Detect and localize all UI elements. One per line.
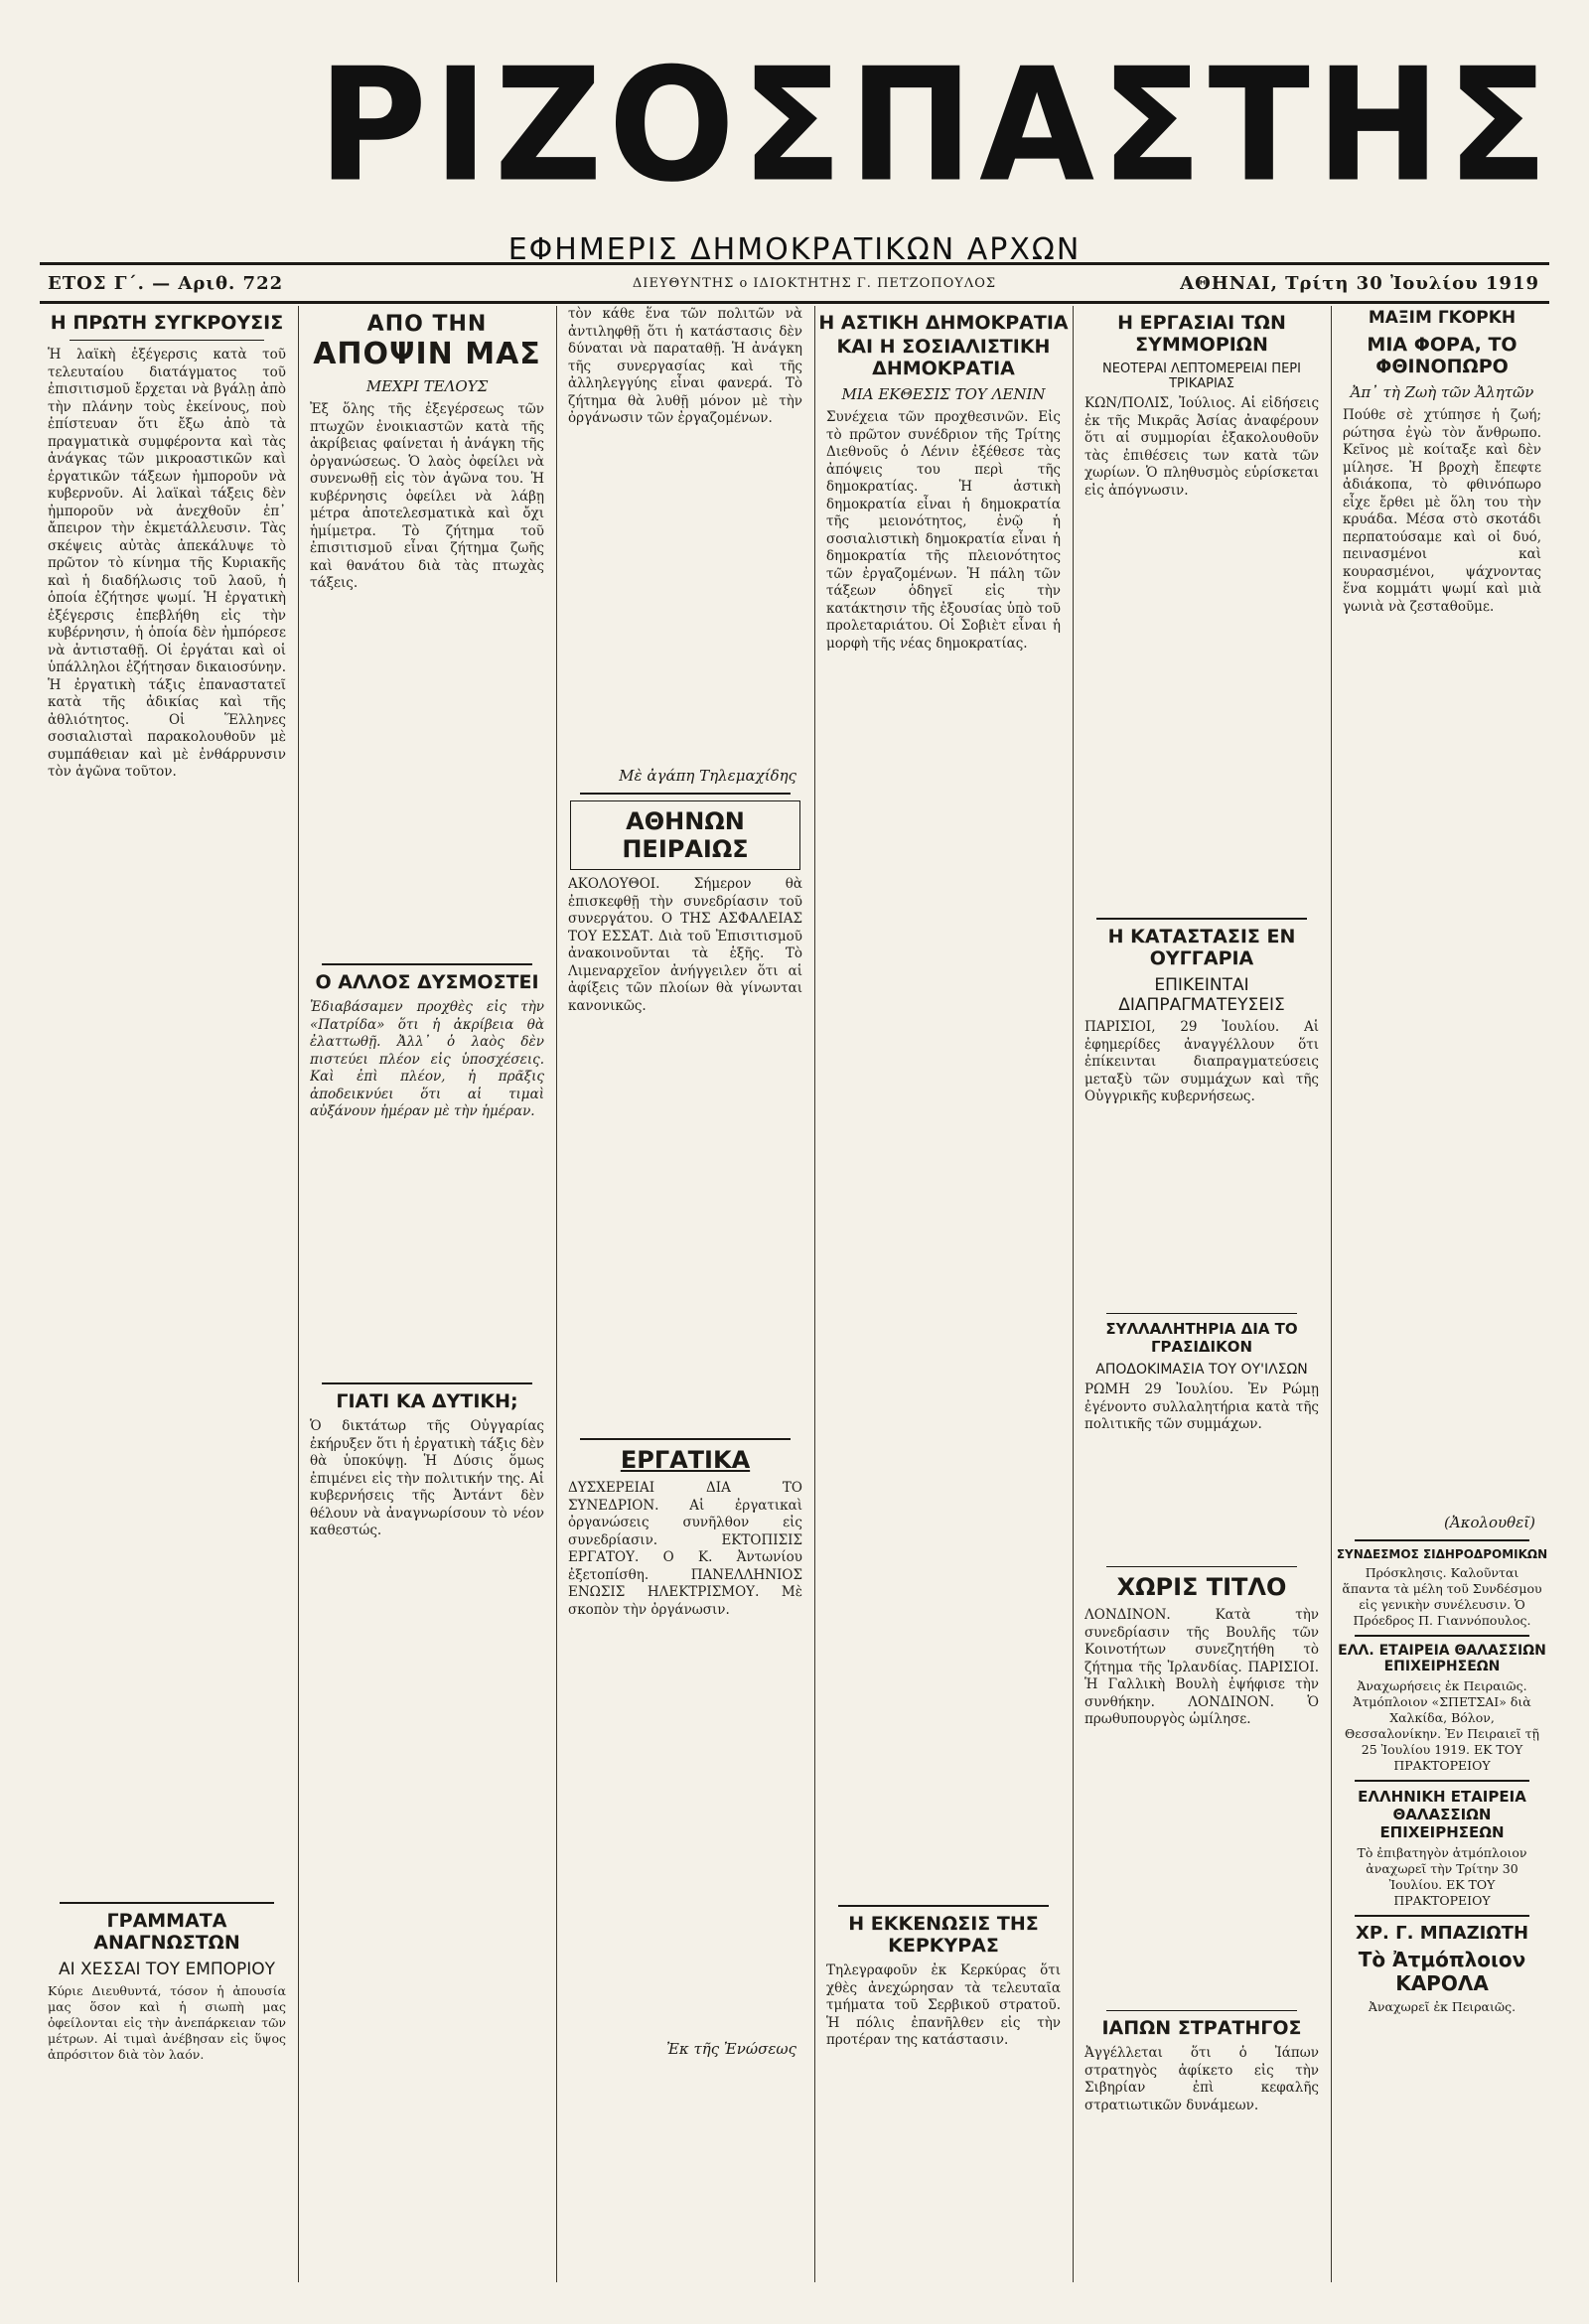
divider — [580, 1438, 791, 1440]
section-headline: ΓΡΑΜΜΑΤΑ ΑΝΑΓΝΩΣΤΩΝ — [93, 1910, 240, 1954]
section-body: Τηλεγραφοῦν ἐκ Κερκύρας ὅτι χθὲς ἀνεχώρησαν τὰ τελευταῖα τμήματα τοῦ Σερβικοῦ στρατοῦ. Ἡ πόλις ἐπανῆλθεν εἰς τὴν προτέραν της κατάστασιν. — [826, 1962, 1061, 2048]
divider — [60, 1902, 274, 1904]
article-body: ΚΩΝ/ΠΟΛΙΣ, Ἰούλιος. Αἱ εἰδήσεις ἐκ τῆς Μικρᾶς Ἀσίας ἀναφέρουν ὅτι αἱ συμμορίαι ἐξακολουθοῦν τὰς ἐπιθέσεις των κατὰ τῶν χωρίων. Ὁ πληθυσμὸς εὑρίσκεται εἰς ἀπόγνωσιν. — [1084, 395, 1319, 499]
section-subheadline: ΑΠΟΔΟΚΙΜΑΣΙΑ ΤΟΥ ΟΥ'ΙΛΣΩΝ — [1095, 1362, 1308, 1378]
masthead — [0, 24, 1589, 267]
section-headline: ΑΘΗΝΩΝ ΠΕΙΡΑΙΩΣ — [622, 807, 749, 863]
column-4 — [818, 306, 1069, 2282]
section-headline: Η ΕΚΚΕΝΩΣΙΣ ΤΗΣ ΚΕΡΚΥΡΑΣ — [848, 1913, 1039, 1957]
divider — [1106, 1313, 1297, 1314]
article-headline: Η ΕΡΓΑΣΙΑΙ ΤΩΝ ΣΥΜΜΟΡΙΩΝ — [1117, 312, 1286, 356]
article-body: τὸν κάθε ἕνα τῶν πολιτῶν νὰ ἀντιληφθῇ ὅτι ἡ κατάστασις δὲν δύναται νὰ παραταθῇ. Ἡ ἀνάγκη τῆς συνεργασίας καὶ τῆς ἀλληλεγγύης εἶναι φανερά. Τὸ ζήτημα θὰ λυθῇ μόνον μὲ τὴν ὀργάνωσιν τῶν ἐργαζομένων. — [568, 306, 802, 426]
article-headline: Η ΑΣΤΙΚΗ ΔΗΜΟΚΡΑΤΙΑ — [818, 312, 1069, 334]
divider — [1106, 2010, 1297, 2011]
section-subheadline: ΑΙ ΧΕΣΣΑΙ ΤΟΥ ΕΜΠΟΡΙΟΥ — [58, 1960, 276, 1979]
section-body: Ὁ δικτάτωρ τῆς Οὐγγαρίας ἐκήρυξεν ὅτι ἡ ἐργατικὴ τάξις δὲν θὰ ὑποκύψῃ. Ἡ Δύσις ὅμως ἐπιμένει εἰς τὴν πολιτικήν της. Αἱ κυβερνήσεις τῆς Ἀντάντ δὲν θέλουν νὰ ἀναγνωρίσουν τὸ νέον καθεστώς. — [310, 1418, 544, 1538]
year-issue: ΕΤΟΣ Γ΄. — Αριθ. 722 — [48, 272, 284, 294]
column-3 — [560, 306, 810, 2282]
column-rule — [1073, 306, 1074, 2282]
divider — [1355, 1780, 1529, 1782]
feuilleton-author: ΜΑΞΙΜ ΓΚΟΡΚΗ — [1368, 308, 1517, 328]
article-signature: Μὲ ἀγάπη Τηλεμαχίδης — [619, 767, 796, 785]
advert-title: ΕΛΛΗΝΙΚΗ ΕΤΑΙΡΕΙΑ ΘΑΛΑΣΣΙΩΝ ΕΠΙΧΕΙΡΗΣΕΩΝ — [1358, 1788, 1526, 1841]
director-line: ΔΙΕΥΘΥΝΤΗΣ ο ΙΔΙΟΚΤΗΤΗΣ Γ. ΠΕΤΖΟΠΟΥΛΟΣ — [632, 275, 997, 291]
feuilleton-continued: (Ἀκολουθεῖ) — [1443, 1514, 1535, 1531]
divider — [1106, 1566, 1297, 1567]
advert-title: ΕΛΛ. ΕΤΑΙΡΕΙΑ ΘΑΛΑΣΣΙΩΝ ΕΠΙΧΕΙΡΗΣΕΩΝ — [1338, 1643, 1546, 1674]
advert-title: ΧΡ. Γ. ΜΠΑΖΙΩΤΗ — [1355, 1923, 1529, 1944]
article-body: Ἡ λαϊκὴ ἐξέγερσις κατὰ τοῦ τελευταίου διατάγματος τοῦ ἐπισιτισμοῦ ἔρχεται νὰ βγάλῃ ἀπὸ τὴν πλάνην τοὺς ἐκείνους, ποὺ ἐπίστευαν ὅτι ἔξω ἀπὸ τὰ πραγματικὰ συμφέροντα καὶ τὰς ἀνάγκας τῶν μικροαστικῶν καὶ ἐργατικῶν τάξεων ἠμποροῦν νὰ κυβερνοῦν. Αἱ λαϊκαὶ τάξεις δὲν ἠμποροῦν νὰ ἀνεχθοῦν ἐπ᾽ ἄπειρον τὴν ἐκμετάλλευσιν. Τὰς σκέψεις αὐτὰς ἀπεκάλυψε τὸ πρῶτον τὸ κίνημα τῆς Κυριακῆς καὶ ἡ διαδήλωσις τοῦ λαοῦ, ἡ ὁποία ἐζήτησε ψωμί. Ἡ ἐργατικὴ ἐξέγερσις ἐπεβλήθη εἰς τὴν κυβέρνησιν, ἡ ὁποία δὲν ἠμπόρεσε νὰ ἀντισταθῇ. Οἱ ἐργάται καὶ οἱ ὑπάλληλοι ἐζήτησαν δικαιοσύνην. Ἡ ἐργατικὴ τάξις ἐπαναστατεῖ κατὰ τῆς ἀδικίας καὶ τῆς ἀθλιότητος. Οἱ Ἕλληνες σοσιαλισταὶ παρακολουθοῦν μὲ συμπάθειαν καὶ μὲ ἐνθάρρυνσιν τὸν ἀγῶνα τοῦτον. — [48, 347, 286, 780]
masthead-title: ΡΙΖΟΣΠΑΣΤΗΣ — [318, 35, 1554, 218]
column-rule — [298, 306, 299, 2282]
section-box — [570, 800, 800, 870]
section-headline: ΓΙΑΤΙ ΚΑ ΔΥΤΙΚΗ; — [336, 1390, 518, 1412]
feuilleton-subheadline: Ἀπ᾽ τὴ Ζωὴ τῶν Ἀλητῶν — [1350, 383, 1534, 401]
section-signature: Ἐκ τῆς Ἐνώσεως — [666, 2040, 796, 2058]
article-headline-top: ΑΠΟ ΤΗΝ — [366, 312, 488, 337]
masthead-subtitle: ΕΦΗΜΕΡΙΣ ΔΗΜΟΚΡΑΤΙΚΩΝ ΑΡΧΩΝ — [507, 232, 1082, 267]
section-body: ΑΚΟΛΟΥΘΟΙ. Σήμερον θὰ ἐπισκεφθῇ τὴν συνεδρίασιν τοῦ συνεργάτου. Ο ΤΗΣ ΑΣΦΑΛΕΙΑΣ ΤΟΥ ΕΣΣΑΤ. Διὰ τοῦ Ἐπισιτισμοῦ ἀνακοινοῦνται τὰ ἑξῆς. Τὸ Λιμεναρχεῖον ἀνήγγειλεν ὅτι αἱ ἀφίξεις τῶν πλοίων θὰ γίνωνται κανονικῶς. — [568, 876, 802, 1014]
column-2 — [302, 306, 552, 2282]
advert-body: Ἀναχωρεῖ ἐκ Πειραιῶς. — [1368, 1999, 1517, 2014]
advert-ship-name: Τὸ Ἀτμόπλοιον ΚΑΡΟΛΑ — [1358, 1948, 1526, 1995]
divider — [1355, 1539, 1529, 1541]
column-rule — [556, 306, 557, 2282]
article-headline: ΑΠΟΨΙΝ ΜΑΣ — [313, 337, 541, 371]
section-subheadline: ΕΠΙΚΕΙΝΤΑΙ ΔΙΑΠΡΑΓΜΑΤΕΥΣΕΙΣ — [1118, 975, 1285, 1015]
divider — [322, 963, 532, 965]
divider — [70, 340, 264, 341]
divider — [580, 793, 791, 795]
column-5 — [1077, 306, 1327, 2282]
feuilleton-body: Πούθε σὲ χτύπησε ἡ ζωή; ρώτησα ἐγὼ τὸν ἄνθρωπο. Κεῖνος μὲ κοίταξε καὶ δὲν μίλησε. Ἡ βροχὴ ἔπεφτε ἀδιάκοπα, τὸ φθινόπωρο εἶχε ἔρθει μὲ ὅλη του τὴν κρυάδα. Μέσα στὸ σκοτάδι περπατούσαμε καὶ οἱ δυό, πεινασμένοι καὶ κουρασμένοι, ψάχνοντας ἕνα κομμάτι ψωμί καὶ μιὰ γωνιὰ νὰ ζεσταθοῦμε. — [1343, 407, 1541, 615]
advert-body: Τὸ ἐπιβατηγὸν ἀτμόπλοιον ἀναχωρεῖ τὴν Τρίτην 30 Ἰουλίου. ΕΚ ΤΟΥ ΠΡΑΚΤΟΡΕΙΟΥ — [1357, 1845, 1527, 1908]
divider — [1355, 1635, 1529, 1637]
divider — [322, 1382, 532, 1384]
section-body: ΠΑΡΙΣΙΟΙ, 29 Ἰουλίου. Αἱ ἐφημερίδες ἀναγγέλλουν ὅτι ἐπίκεινται διαπραγματεύσεις μεταξὺ τῶν συμμάχων καὶ τῆς Οὐγγρικῆς κυβερνήσεως. — [1084, 1019, 1319, 1104]
section-body: ΡΩΜΗ 29 Ἰουλίου. Ἐν Ρώμῃ ἐγένοντο συλλαλητήρια κατὰ τῆς πολιτικῆς τῶν συμμάχων. — [1084, 1381, 1319, 1432]
section-body: Ἐδιαβάσαμεν προχθὲς εἰς τὴν «Πατρίδα» ὅτι ἡ ἀκρίβεια θὰ ἐλαττωθῇ. Ἀλλ᾽ ὁ λαὸς δὲν πιστεύει πλέον εἰς ὑποσχέσεις. Καὶ ἐπὶ πλέον, ἡ πρᾶξις ἀποδεικνύει ὅτι αἱ τιμαὶ αὐξάνουν ἡμέραν μὲ τὴν ἡμέραν. — [310, 999, 544, 1119]
section-headline: Ο ΑΛΛΟΣ ΔΥΣΜΟΣΤΕΙ — [315, 971, 539, 993]
column-rule — [814, 306, 815, 2282]
section-body: ΛΟΝΔΙΝΟΝ. Κατὰ τὴν συνεδρίασιν τῆς Βουλῆς τῶν Κοινοτήτων συνεζητήθη τὸ ζήτημα τῆς Ἰρλανδίας. ΠΑΡΙΣΙΟΙ. Ἡ Γαλλικὴ Βουλὴ ἐψήφισε τὴν συνθήκην. ΛΟΝΔΙΝΟΝ. Ὁ πρωθυπουργὸς ὡμίλησε. — [1084, 1607, 1319, 1727]
article-headline: Η ΠΡΩΤΗ ΣΥΓΚΡΟΥΣΙΣ — [50, 312, 284, 334]
section-headline: ΙΑΠΩΝ ΣΤΡΑΤΗΓΟΣ — [1101, 2017, 1302, 2039]
article-subheadline: ΝΕΟΤΕΡΑΙ ΛΕΠΤΟΜΕΡΕΙΑΙ ΠΕΡΙ ΤΡΙΚΑΡΙΑΣ — [1102, 362, 1301, 391]
notice-body: Πρόσκλησις. Καλοῦνται ἅπαντα τὰ μέλη τοῦ Συνδέσμου εἰς γενικὴν συνέλευσιν. Ὁ Πρόεδρος Π. Γιαννόπουλος. — [1342, 1565, 1542, 1628]
feuilleton-headline: ΜΙΑ ΦΟΡΑ, ΤΟ ΦΘΙΝΟΠΩΡΟ — [1367, 334, 1517, 377]
dateline-bar — [40, 262, 1549, 304]
section-headline: Η ΚΑΤΑΣΤΑΣΙΣ ΕΝ ΟΥΓΓΑΡΙΑ — [1107, 926, 1296, 969]
divider — [1355, 1915, 1529, 1917]
column-6 — [1335, 306, 1549, 2282]
article-headline-line2: ΚΑΙ Η ΣΟΣΙΑΛΙΣΤΙΚΗ ΔΗΜΟΚΡΑΤΙΑ — [836, 336, 1051, 379]
divider — [838, 1905, 1049, 1907]
advert-body: Ἀναχωρήσεις ἐκ Πειραιῶς. Ἀτμόπλοιον «ΣΠΕΤΣΑΙ» διὰ Χαλκίδα, Βόλον, Θεσσαλονίκην. Ἐν Πειραιεῖ τῇ 25 Ἰουλίου 1919. ΕΚ ΤΟΥ ΠΡΑΚΤΟΡΕΙΟΥ — [1345, 1678, 1539, 1773]
divider — [1096, 918, 1307, 920]
section-headline: ΕΡΓΑΤΙΚΑ — [620, 1446, 751, 1474]
article-body: Συνέχεια τῶν προχθεσινῶν. Εἰς τὸ πρῶτον συνέδριον τῆς Τρίτης Διεθνοῦς ὁ Λένιν ἐξέθεσε τὰς ἀπόψεις του περὶ τῆς δημοκρατίας. Ἡ ἀστικὴ δημοκρατία εἶναι ἡ δημοκρατία τῆς μειονότητος, ἐνῷ ἡ σοσιαλιστικὴ δημοκρατία εἶναι ἡ δημοκρατία τῆς πλειονότητος τῶν ἐργαζομένων. Ἡ πάλη τῶν τάξεων ὁδηγεῖ εἰς τὴν κατάκτησιν τῆς ἐξουσίας ὑπὸ τοῦ προλεταριάτου. Οἱ Σοβιὲτ εἶναι ἡ μορφὴ τῆς νέας δημοκρατίας. — [826, 409, 1061, 652]
notice-title: ΣΥΝΔΕΣΜΟΣ ΣΙΔΗΡΟΔΡΟΜΙΚΩΝ — [1336, 1547, 1548, 1561]
section-headline: ΧΩΡΙΣ ΤΙΤΛΟ — [1116, 1573, 1287, 1601]
column-rule — [1331, 306, 1332, 2282]
section-body: Κύριε Διευθυντά, τόσον ἡ ἀπουσία μας ὅσον καὶ ἡ σιωπὴ μας ὀφείλονται εἰς τὴν ἀνεπάρκειαν τῶν μέτρων. Αἱ τιμαὶ ἀνέβησαν εἰς ὕψος ἀπρόσιτον διὰ τὸν λαόν. — [48, 1983, 286, 2062]
article-subheadline: ΜΕΧΡΙ ΤΕΛΟΥΣ — [365, 377, 489, 395]
article-subheadline: ΜΙΑ ΕΚΘΕΣΙΣ ΤΟΥ ΛΕΝΙΝ — [841, 385, 1046, 403]
article-body: Ἐξ ὅλης τῆς ἐξεγέρσεως τῶν πτωχῶν ἐνοικιαστῶν κατὰ τῆς ἀκρίβειας φαίνεται ἡ ἀνάγκη τῆς ὀργανώσεως. Ὁ λαὸς ὀφείλει νὰ συνενωθῇ εἰς τὸν ἀγῶνα του. Ἡ κυβέρνησις ὀφείλει νὰ λάβῃ μέτρα ἀποτελεσματικὰ καὶ ὄχι ἡμίμετρα. Τὸ ζήτημα τοῦ ἐπισιτισμοῦ εἶναι ζήτημα ζωῆς καὶ θανάτου διὰ τὰς πτωχὰς τάξεις. — [310, 401, 544, 591]
column-1 — [40, 306, 294, 2282]
section-body: Ἀγγέλλεται ὅτι ὁ Ἰάπων στρατηγὸς ἀφίκετο εἰς τὴν Σιβηρίαν ἐπὶ κεφαλῆς στρατιωτικῶν δυνάμεων. — [1084, 2045, 1319, 2113]
section-headline: ΣΥΛΛΑΛΗΤΗΡΙΑ ΔΙΑ ΤΟ ΓΡΑΣΙΔΙΚΟΝ — [1105, 1320, 1298, 1356]
place-date: ΑΘΗΝΑΙ, Τρίτη 30 Ἰουλίου 1919 — [1180, 272, 1539, 294]
section-body: ΔΥΣΧΕΡΕΙΑΙ ΔΙΑ ΤΟ ΣΥΝΕΔΡΙΟΝ. Αἱ ἐργατικαὶ ὀργανώσεις συνῆλθον εἰς συνεδρίασιν. ΕΚΤΟΠΙΣΙΣ ΕΡΓΑΤΟΥ. Ο Κ. Ἀντωνίου ἐξετοπίσθη. ΠΑΝΕΛΛΗΝΙΟΣ ΕΝΩΣΙΣ ΗΛΕΚΤΡΙΣΜΟΥ. Μὲ σκοπὸν τὴν ὀργάνωσιν. — [568, 1480, 802, 1618]
